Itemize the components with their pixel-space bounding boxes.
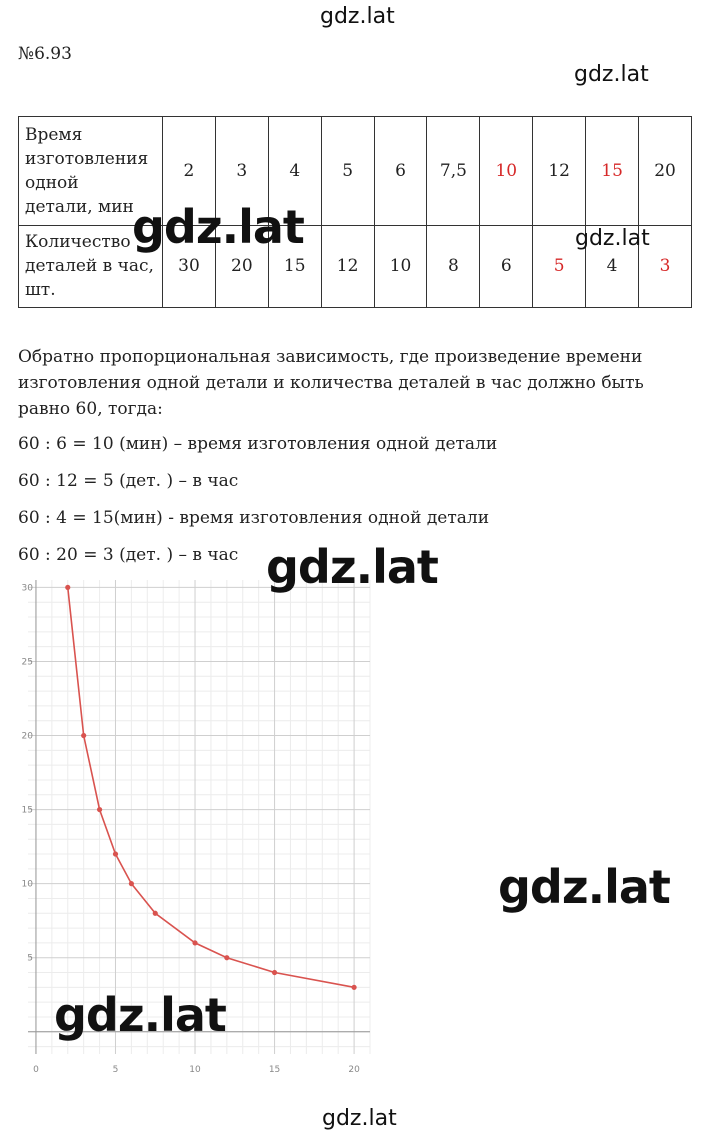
- table-cell: 2: [163, 117, 216, 226]
- row2-header-line: Количество: [25, 232, 131, 253]
- data-point: [65, 585, 70, 590]
- table-cell: 12: [321, 225, 374, 307]
- watermark-bottom: gdz.lat: [322, 1106, 397, 1131]
- table-cell-highlighted: 10: [480, 117, 533, 226]
- explanation-text: [18, 344, 698, 422]
- row1-header-line: одной: [25, 172, 79, 193]
- watermark-chart-big: gdz.lat: [54, 988, 226, 1042]
- watermark-top: gdz.lat: [320, 4, 395, 29]
- table-cell: 5: [321, 117, 374, 226]
- equation-line: 60 : 6 = 10 (мин) – время изготовления одной детали: [18, 434, 498, 454]
- data-point: [272, 970, 277, 975]
- data-point: [97, 807, 102, 812]
- explanation-line: изготовления одной детали и количества деталей в час должно быть: [18, 373, 644, 393]
- table-cell-highlighted: 5: [533, 225, 586, 307]
- table-cell: 6: [374, 117, 427, 226]
- table-cell: 30: [163, 225, 216, 307]
- watermark-right-big: gdz.lat: [498, 860, 670, 914]
- data-point: [224, 955, 229, 960]
- data-point: [81, 733, 86, 738]
- watermark-right-top: gdz.lat: [574, 62, 649, 87]
- table-cell: 3: [215, 117, 268, 226]
- table-cell: 6: [480, 225, 533, 307]
- data-point: [153, 911, 158, 916]
- table-cell: 7,5: [427, 117, 480, 226]
- table-cell: 4: [586, 225, 639, 307]
- y-tick-label: 25: [21, 657, 33, 668]
- explanation-line: равно 60, тогда:: [18, 399, 163, 419]
- equation-line: 60 : 12 = 5 (дет. ) – в час: [18, 471, 239, 491]
- table-cell: 12: [533, 117, 586, 226]
- equation-line: 60 : 20 = 3 (дет. ) – в час: [18, 545, 239, 565]
- table-cell: 20: [639, 117, 692, 226]
- y-tick-label: 10: [21, 879, 33, 890]
- row2-header-line: шт.: [25, 280, 56, 301]
- task-number: №6.93: [18, 44, 72, 64]
- row1-header-line: детали, мин: [25, 196, 134, 217]
- table-cell: 10: [374, 225, 427, 307]
- x-tick-label: 10: [189, 1065, 201, 1075]
- table-cell: 8: [427, 225, 480, 307]
- x-tick-label: 15: [268, 1065, 281, 1075]
- x-tick-label: 0: [33, 1065, 39, 1075]
- y-tick-label: 30: [21, 583, 33, 594]
- data-table: [18, 116, 692, 308]
- data-point: [129, 881, 134, 886]
- watermark-mid-big: gdz.lat: [266, 540, 438, 594]
- table-row: [19, 117, 692, 226]
- row2-header-line: деталей в час,: [25, 256, 154, 277]
- y-tick-label: 15: [21, 805, 33, 816]
- table-cell-highlighted: 15: [586, 117, 639, 226]
- explanation-line: Обратно пропорциональная зависимость, где произведение времени: [18, 347, 643, 367]
- data-point: [192, 940, 197, 945]
- table-cell: 4: [268, 117, 321, 226]
- row1-header-line: изготовления: [25, 148, 149, 169]
- data-point: [351, 985, 356, 990]
- watermark-table-small: gdz.lat: [575, 226, 650, 251]
- y-tick-label: 20: [21, 731, 33, 742]
- y-tick-label: 5: [27, 953, 33, 964]
- watermark-table-big: gdz.lat: [132, 200, 304, 254]
- table-cell: 20: [215, 225, 268, 307]
- equation-line: 60 : 4 = 15(мин) - время изготовления одной детали: [18, 508, 490, 528]
- row1-header-line: Время: [25, 124, 83, 145]
- x-tick-label: 5: [112, 1065, 119, 1075]
- data-point: [113, 851, 118, 856]
- table-cell: 15: [268, 225, 321, 307]
- x-tick-label: 20: [348, 1065, 360, 1075]
- table-cell-highlighted: 3: [639, 225, 692, 307]
